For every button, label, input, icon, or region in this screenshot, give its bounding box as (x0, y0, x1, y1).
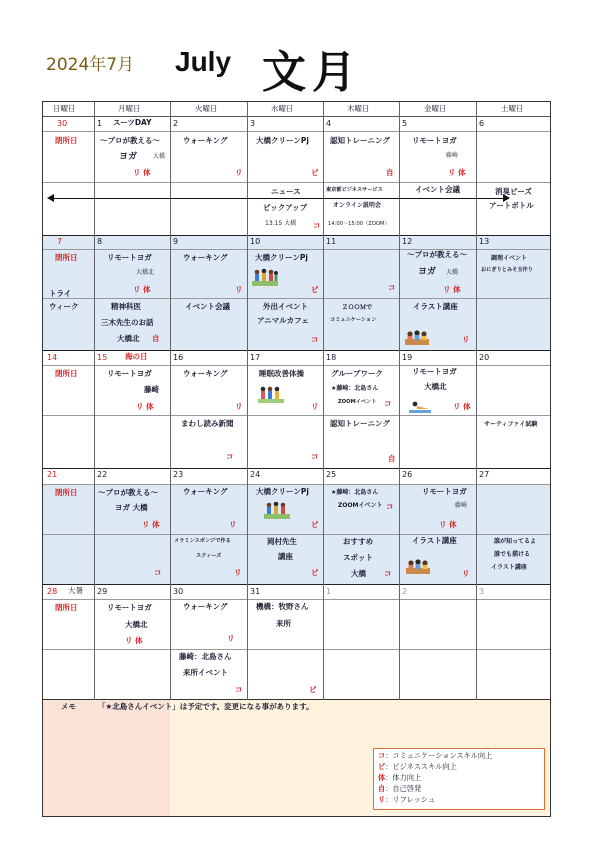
event-text: ～プロが教える～ (100, 136, 160, 145)
date-cell: 21 (47, 470, 58, 479)
legend-item: リ：リフレッシュ (378, 795, 436, 804)
date-cell: 23 (173, 470, 184, 479)
date-cell: 20 (479, 353, 490, 362)
event-text: ZOOMイベント (338, 399, 377, 405)
date-cell: 17 (250, 353, 261, 362)
weekday-thu: 木曜日 (347, 104, 370, 113)
date-cell: 24 (250, 470, 261, 479)
event-text: 大橋 (446, 269, 459, 276)
memo-label: メモ (61, 702, 76, 711)
event-text: 睡眠改善体操 (259, 369, 304, 378)
event-text: ウォーキング (183, 136, 228, 145)
event-text: 精神科医 (111, 302, 141, 311)
event-text: ヨガ 大橋 (115, 503, 148, 512)
tag-marks: リ 体 (443, 285, 461, 294)
date-cell: 10 (250, 237, 261, 246)
event-text: 認知トレーニング (330, 136, 390, 145)
tag-marks: ビ (309, 685, 317, 694)
event-text: 大橋クリーンPj (255, 253, 308, 262)
event-text: 大橋 (153, 153, 166, 160)
date-cell: 5 (402, 119, 408, 128)
weekday-wed: 水曜日 (271, 104, 294, 113)
event-text: ピックアップ (263, 203, 308, 212)
try-week-arrow (52, 198, 504, 199)
date-cell: 26 (402, 470, 413, 479)
date-cell: 3 (250, 119, 256, 128)
cleanup-people-illustration (264, 500, 290, 520)
tag-marks: 自 (388, 454, 396, 463)
event-label: スーツDAY (113, 118, 152, 127)
weekday-sat: 土曜日 (501, 104, 524, 113)
date-cell: 16 (173, 353, 184, 362)
weekday-mon: 月曜日 (118, 104, 141, 113)
closed-day: 閉所日 (55, 369, 78, 378)
tag-marks: 自 (152, 334, 160, 343)
tag-marks: リ (462, 569, 470, 578)
date-cell: 8 (97, 237, 103, 246)
event-text: 大橋北 (117, 334, 140, 343)
tag-marks: コ (388, 283, 396, 292)
event-text: ニュース (271, 187, 301, 196)
tag-marks: ビ (311, 568, 319, 577)
arrow-left-icon (47, 194, 54, 202)
tag-marks: コ (154, 568, 162, 577)
weekday-fri: 金曜日 (424, 104, 447, 113)
event-text: 13:15 大橋 (265, 220, 297, 227)
tag-marks: リ 体 (439, 520, 457, 529)
event-text: ウォーキング (183, 253, 228, 262)
event-text: まわし読み新聞 (181, 419, 234, 428)
event-text: ヨガ (418, 267, 437, 277)
date-cell: 4 (326, 119, 332, 128)
date-cell: 30 (57, 119, 68, 128)
date-cell: 12 (402, 237, 413, 246)
event-text: 認知トレーニング (330, 419, 390, 428)
yoga-illustration (407, 394, 433, 414)
event-text: 来所イベント (183, 668, 228, 677)
tag-marks: コ (311, 452, 319, 461)
closed-day: 閉所日 (55, 603, 78, 612)
memo-text: 「★北島さんイベント」は予定です。変更になる事があります。 (98, 702, 314, 711)
event-text: ★藤崎：北島さん (331, 385, 379, 392)
event-text: メラミンスポンジで作る (174, 538, 231, 544)
event-text: 消臭ビーズ (495, 187, 532, 196)
event-text: 藤崎：北島さん (179, 652, 232, 661)
try-week-label: トライ (49, 289, 72, 298)
event-text: オンライン説明会 (333, 202, 381, 209)
date-cell: 2 (402, 587, 408, 596)
event-text: リモートヨガ (107, 369, 152, 378)
date-cell: 15 (97, 353, 108, 362)
calendar-grid (42, 101, 551, 700)
date-cell: 6 (479, 119, 485, 128)
cleanup-people-illustration (252, 267, 278, 287)
exercise-people-illustration (258, 384, 284, 404)
event-text: 大橋 (351, 569, 366, 578)
event-text: イラスト講座 (413, 302, 458, 311)
tag-marks: リ (235, 168, 243, 177)
event-text: スクィーズ (196, 553, 222, 559)
event-text: 大橋北 (125, 620, 148, 629)
event-text: アニマルカフェ (257, 316, 309, 325)
event-text: 調理イベント (491, 255, 528, 262)
tag-marks: リ (235, 285, 243, 294)
tag-marks: コ (235, 685, 243, 694)
event-text: おすすめ (343, 537, 374, 546)
tag-marks: リ 体 (133, 168, 151, 177)
closed-day: 閉所日 (55, 488, 78, 497)
event-text: 誰が知ってるよ (494, 538, 537, 545)
date-cell: 2 (173, 119, 179, 128)
event-text: コミュニケーション (330, 317, 377, 323)
event-text: ウォーキング (183, 602, 228, 611)
event-text: イラスト講座 (412, 536, 457, 545)
event-text: ～プロが教える～ (98, 488, 158, 497)
event-text: リモートヨガ (107, 253, 152, 262)
date-cell: 29 (97, 587, 108, 596)
event-text: サーティファイ試験 (484, 421, 538, 428)
event-text: 大橋北 (424, 382, 447, 391)
event-text: ウォーキング (183, 487, 228, 496)
date-cell: 18 (326, 353, 337, 362)
event-text: 外出イベント (263, 302, 308, 311)
weekday-sun: 日曜日 (53, 104, 76, 113)
illustration-class-image (405, 556, 431, 576)
tag-marks: コ (384, 399, 392, 408)
date-cell: 30 (173, 587, 184, 596)
event-text: 誰でも描ける (494, 551, 531, 558)
legend-item: 体：体力向上 (378, 773, 422, 782)
legend-box (373, 748, 545, 810)
tag-marks: リ (229, 520, 237, 529)
date-cell: 19 (402, 353, 413, 362)
holiday-label: 海の日 (125, 352, 148, 361)
event-text: 東京都ビジネスサービス (326, 187, 383, 193)
date-cell: 14 (47, 353, 58, 362)
solar-term: 大暑 (68, 586, 83, 595)
tag-marks: ビ (311, 168, 319, 177)
arrow-right-icon (503, 194, 510, 202)
event-text: 藤崎 (446, 152, 459, 159)
tag-marks: リ (462, 335, 470, 344)
event-text: 来所 (276, 619, 291, 628)
tag-marks: リ (235, 402, 243, 411)
tag-marks: コ (384, 569, 392, 578)
date-cell: 25 (326, 470, 337, 479)
event-text: 大橋北 (136, 269, 155, 276)
event-text: 大橋クリーンPj (256, 487, 309, 496)
tag-marks: リ 体 (453, 402, 471, 411)
event-text: リモートヨガ (412, 367, 457, 376)
event-text: ヨガ (119, 152, 138, 162)
tag-marks: コ (311, 335, 319, 344)
closed-day: 閉所日 (55, 136, 78, 145)
event-text: リモートヨガ (412, 136, 457, 145)
legend-item: 自：自己啓発 (378, 784, 422, 793)
tag-marks: リ (311, 402, 319, 411)
tag-marks: ビ (311, 520, 319, 529)
tag-marks: リ 体 (133, 285, 151, 294)
event-text: 14:00～15:00（ZOOM） (328, 221, 390, 227)
event-text: 機構：牧野さん (256, 602, 309, 611)
date-cell: 31 (250, 587, 261, 596)
date-cell: 11 (326, 237, 337, 246)
date-cell: 27 (479, 470, 490, 479)
event-text: イベント会議 (415, 185, 460, 194)
weekday-tue: 火曜日 (195, 104, 218, 113)
legend-item: ビ：ビジネススキル向上 (378, 762, 457, 771)
event-text: ZOOMイベント (338, 502, 383, 509)
date-cell: 22 (97, 470, 108, 479)
event-text: アートボトル (489, 201, 534, 210)
legend-item: コ：コミュニケーションスキル向上 (378, 751, 493, 760)
date-cell: 1 (326, 587, 332, 596)
tag-marks: コ (226, 452, 234, 461)
event-text: イラスト講座 (491, 564, 527, 571)
tag-marks: リ (234, 568, 242, 577)
date-cell: 7 (57, 237, 63, 246)
header-month-kanji: 文月 (262, 47, 362, 98)
event-text: ★藤崎：北島さん (331, 489, 379, 496)
memo-label-cell (43, 700, 170, 816)
header-year-month: 2024年7月 (46, 55, 135, 75)
event-text: 岡村先生 (267, 537, 297, 546)
tag-marks: リ (227, 634, 235, 643)
event-text: 藤崎 (144, 385, 159, 394)
event-text: 三木先生のお話 (101, 318, 154, 327)
date-cell: 28 (47, 587, 58, 596)
tag-marks: ビ (311, 285, 319, 294)
event-text: グループワーク (331, 369, 383, 378)
tag-marks: コ (313, 221, 321, 230)
date-cell: 3 (479, 587, 485, 596)
event-text: おにぎりとみそ玉作り (481, 267, 533, 273)
tag-marks: リ 体 (448, 168, 466, 177)
event-text: 講座 (278, 552, 293, 561)
event-text: ＺＯＯＭで (342, 304, 373, 311)
event-text: ウォーキング (183, 369, 228, 378)
closed-day: 閉所日 (55, 253, 78, 262)
date-cell: 13 (479, 237, 490, 246)
event-text: ～プロが教える～ (407, 250, 467, 259)
event-text: 大橋クリーンPj (256, 136, 309, 145)
event-text: イベント会議 (185, 302, 230, 311)
event-text: リモートヨガ (107, 603, 152, 612)
tag-marks: リ 体 (125, 636, 143, 645)
illustration-class-image (404, 327, 430, 347)
event-text: スポット (343, 553, 373, 562)
event-text: リモートヨガ (422, 487, 467, 496)
tag-marks: コ (386, 502, 394, 511)
tag-marks: リ 体 (142, 520, 160, 529)
date-cell: 1 (97, 119, 103, 128)
try-week-label: ウィーク (49, 302, 79, 311)
tag-marks: リ 体 (136, 402, 154, 411)
header-month-en: July (175, 46, 232, 77)
tag-marks: 自 (386, 168, 394, 177)
date-cell: 9 (173, 237, 179, 246)
event-text: 藤崎 (455, 502, 468, 509)
